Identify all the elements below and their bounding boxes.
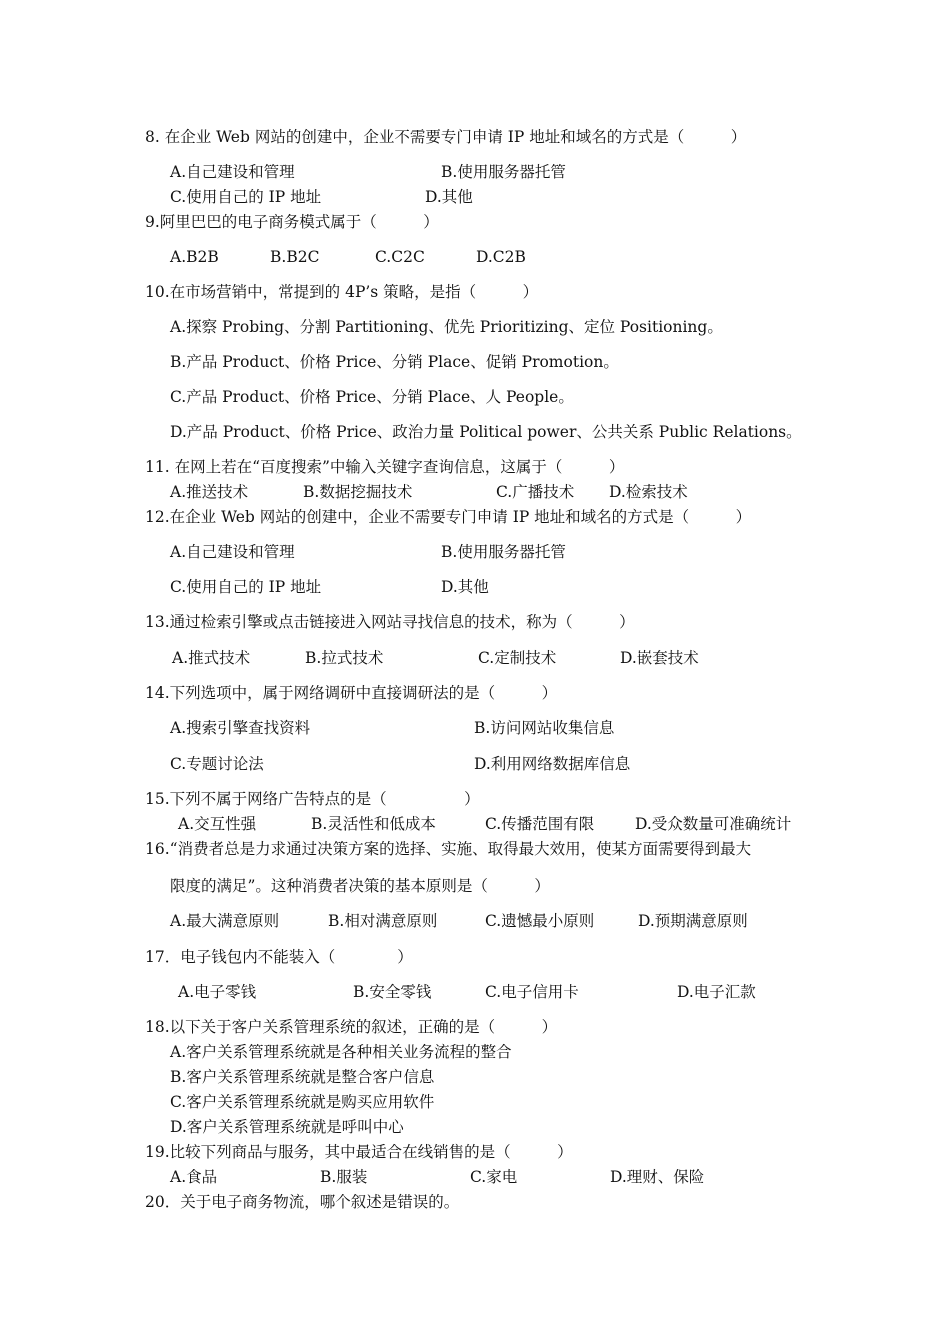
question-14-option-c: C.专题讨论法 xyxy=(170,755,264,773)
question-8-option-a: A.自己建设和管理 xyxy=(170,163,295,181)
question-13-option-b: B.拉式技术 xyxy=(305,649,384,667)
question-10-stem: 10.在市场营销中，常提到的 4P’s 策略，是指（ ） xyxy=(145,283,539,301)
question-13-option-d: D.嵌套技术 xyxy=(620,649,699,667)
question-15-stem: 15.下列不属于网络广告特点的是（ ） xyxy=(145,790,480,808)
question-13-option-a: A.推式技术 xyxy=(172,649,251,667)
question-18-stem: 18.以下关于客户关系管理系统的叙述，正确的是（ ） xyxy=(145,1018,558,1036)
question-9-option-d: D.C2B xyxy=(476,248,526,266)
question-9-option-b: B.B2C xyxy=(270,248,320,266)
question-8-stem: 8. 在企业 Web 网站的创建中，企业不需要专门申请 IP 地址和域名的方式是（ ） xyxy=(145,128,747,146)
question-16-option-b: B.相对满意原则 xyxy=(328,912,438,930)
question-11-option-c: C.广播技术 xyxy=(496,483,575,501)
question-16-stem-continued: 限度的满足”。这种消费者决策的基本原则是（ ） xyxy=(170,877,550,895)
question-11-option-d: D.检索技术 xyxy=(609,483,688,501)
question-16-option-a: A.最大满意原则 xyxy=(170,912,280,930)
question-8-option-d: D.其他 xyxy=(425,188,473,206)
question-15-option-b: B.灵活性和低成本 xyxy=(311,815,436,833)
question-12-option-d: D.其他 xyxy=(441,578,489,596)
question-17-option-b: B.安全零钱 xyxy=(353,983,432,1001)
question-8-option-b: B.使用服务器托管 xyxy=(441,163,566,181)
question-16-stem: 16.“消费者总是力求通过决策方案的选择、实施、取得最大效用，使某方面需要得到最大 xyxy=(145,840,752,858)
question-19-option-b: B.服装 xyxy=(320,1168,368,1186)
question-19-option-c: C.家电 xyxy=(470,1168,518,1186)
question-12-option-b: B.使用服务器托管 xyxy=(441,543,566,561)
question-10-option-b: B.产品 Product、价格 Price、分销 Place、促销 Promotion。 xyxy=(170,353,619,371)
question-12-option-a: A.自己建设和管理 xyxy=(170,543,295,561)
question-13-option-c: C.定制技术 xyxy=(478,649,557,667)
question-9-stem: 9.阿里巴巴的电子商务模式属于（ ） xyxy=(145,213,439,231)
question-18-option-b: B.客户关系管理系统就是整合客户信息 xyxy=(170,1068,435,1086)
question-18-option-c: C.客户关系管理系统就是购买应用软件 xyxy=(170,1093,435,1111)
question-14-option-b: B.访问网站收集信息 xyxy=(474,719,615,737)
question-11-option-a: A.推送技术 xyxy=(170,483,249,501)
question-17-option-a: A.电子零钱 xyxy=(178,983,257,1001)
question-17-option-c: C.电子信用卡 xyxy=(485,983,579,1001)
question-14-option-a: A.搜索引擎查找资料 xyxy=(170,719,311,737)
question-12-stem: 12.在企业 Web 网站的创建中，企业不需要专门申请 IP 地址和域名的方式是（ ） xyxy=(145,508,752,526)
question-11-option-b: B.数据挖掘技术 xyxy=(303,483,413,501)
question-18-option-a: A.客户关系管理系统就是各种相关业务流程的整合 xyxy=(170,1043,512,1061)
question-10-option-a: A.探察 Probing、分割 Partitioning、优先 Prioritizing、定位 Positioning。 xyxy=(170,318,723,336)
question-14-stem: 14.下列选项中，属于网络调研中直接调研法的是（ ） xyxy=(145,684,558,702)
question-12-option-c: C.使用自己的 IP 地址 xyxy=(170,578,322,596)
question-8-option-c: C.使用自己的 IP 地址 xyxy=(170,188,322,206)
question-16-option-c: C.遗憾最小原则 xyxy=(485,912,595,930)
question-11-stem: 11. 在网上若在“百度搜索”中输入关键字查询信息，这属于（ ） xyxy=(145,458,625,476)
question-15-option-c: C.传播范围有限 xyxy=(485,815,595,833)
question-9-option-a: A.B2B xyxy=(170,248,219,266)
question-20-stem: 20．关于电子商务物流，哪个叙述是错误的。 xyxy=(145,1193,460,1211)
question-15-option-a: A.交互性强 xyxy=(178,815,257,833)
question-18-option-d: D.客户关系管理系统就是呼叫中心 xyxy=(170,1118,404,1136)
question-15-option-d: D.受众数量可准确统计 xyxy=(635,815,792,833)
question-10-option-c: C.产品 Product、价格 Price、分销 Place、人 People。 xyxy=(170,388,574,406)
question-9-option-c: C.C2C xyxy=(375,248,425,266)
question-10-option-d: D.产品 Product、价格 Price、政治力量 Political power、公共关系 Public Relations。 xyxy=(170,423,802,441)
question-19-stem: 19.比较下列商品与服务，其中最适合在线销售的是（ ） xyxy=(145,1143,573,1161)
question-19-option-a: A.食品 xyxy=(170,1168,218,1186)
question-16-option-d: D.预期满意原则 xyxy=(638,912,748,930)
question-17-option-d: D.电子汇款 xyxy=(677,983,756,1001)
question-19-option-d: D.理财、保险 xyxy=(610,1168,705,1186)
question-14-option-d: D.利用网络数据库信息 xyxy=(474,755,631,773)
question-13-stem: 13.通过检索引擎或点击链接进入网站寻找信息的技术，称为（ ） xyxy=(145,613,635,631)
question-17-stem: 17．电子钱包内不能装入（ ） xyxy=(145,948,413,966)
